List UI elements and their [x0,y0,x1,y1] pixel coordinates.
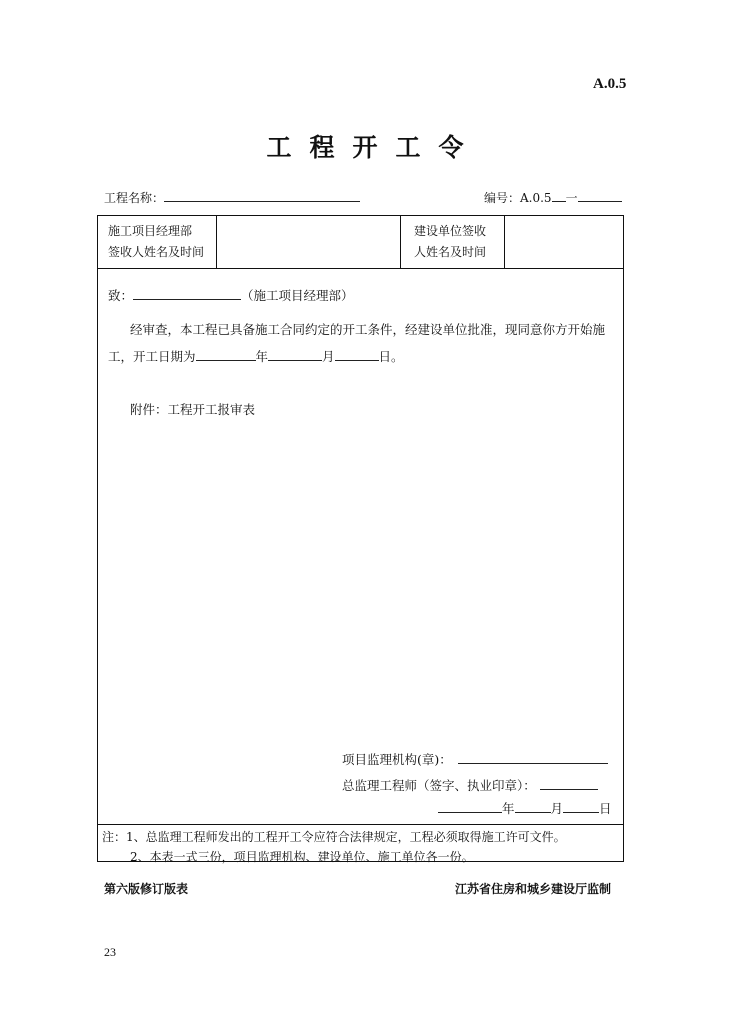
right-signoff-label [414,221,486,263]
footer-left: 第六版修订版表 [104,882,189,896]
sign-day-field[interactable] [563,800,599,813]
engineer-row [342,776,598,794]
divider [98,824,623,825]
form-code: A.0.5 [593,76,627,92]
sign-date-row [438,799,612,817]
left-signoff-label [108,221,204,263]
serial-label: 编号：A.0.5 [484,191,552,205]
project-name-field[interactable] [164,189,360,202]
day-label: 日。 [378,349,404,364]
start-year-field[interactable] [196,348,256,361]
sign-year-label: 年 [502,801,515,816]
left-signoff-field[interactable] [217,216,400,268]
year-label: 年 [255,349,269,364]
to-field[interactable] [133,287,241,300]
attachment: 附件：工程开工报审表 [130,402,256,417]
divider [400,216,401,268]
month-label: 月 [322,349,335,364]
project-name-row [104,189,360,206]
project-name-label: 工程名称： [104,191,165,205]
to-suffix: （施工项目经理部） [241,288,354,303]
sign-month-label: 月 [550,801,564,816]
to-label: 致： [108,288,134,303]
start-day-field[interactable] [335,348,379,361]
note-line-1: 注：1、总监理工程师发出的工程开工令应符合法律规定，工程必须取得施工许可文件。 [102,830,566,844]
to-row [108,286,354,304]
left-signoff-label-line1: 施工项目经理部 [108,224,193,238]
serial-dash: 一 [565,191,578,205]
serial-field-1[interactable] [552,189,566,202]
start-month-field[interactable] [268,348,322,361]
note-line-2: 2、本表一式三份，项目监理机构、建设单位、施工单位各一份。 [130,850,474,864]
right-signoff-label-line1: 建设单位签收 [414,224,487,238]
sign-month-field[interactable] [515,800,551,813]
serial-row [484,189,622,206]
footer-right: 江苏省住房和城乡建设厅监制 [455,882,612,896]
engineer-label: 总监理工程师（签字、执业印章）： [342,778,536,793]
left-signoff-label-line2: 签收人姓名及时间 [108,245,205,259]
page-title: 工程开工令 [266,133,482,162]
org-field[interactable] [458,751,608,764]
sign-day-label: 日 [599,801,612,816]
engineer-field[interactable] [540,777,598,790]
right-signoff-field[interactable] [505,216,623,268]
body-line-1: 经审查，本工程已具备施工合同约定的开工条件，经建设单位批准，现同意你方开始施 [130,322,606,337]
org-row [342,750,608,768]
right-signoff-label-line2: 人姓名及时间 [414,245,487,259]
serial-field-2[interactable] [578,189,622,202]
org-label: 项目监理机构(章)： [342,752,452,767]
page-number: 23 [104,945,116,959]
form-frame [97,215,624,862]
start-date-row [108,347,404,365]
sign-year-field[interactable] [438,800,502,813]
start-date-prefix: 工，开工日期为 [108,349,196,364]
header-row [98,216,623,269]
